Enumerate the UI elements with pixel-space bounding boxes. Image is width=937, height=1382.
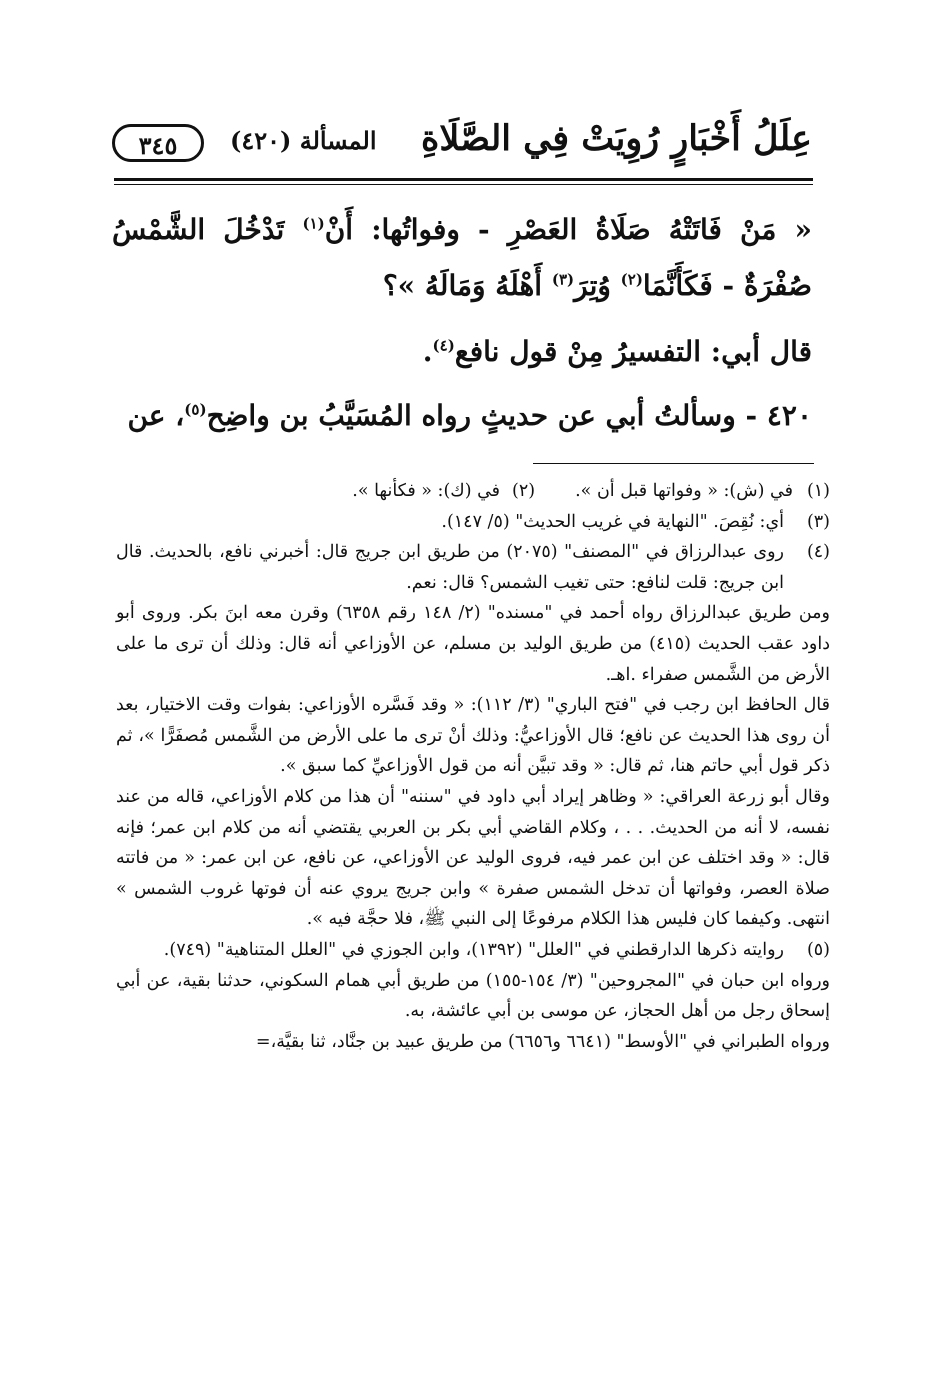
footnote-text: ورواه ابن حبان في "المجروحين" (٣/ ١٥٤-١٥٥) من طريق أبي همام السكوني، حدثنا بقية، عن أبي إسحاق رجل من أهل الحجاز، عن موسى بن أبي عائشة، به. bbox=[116, 970, 831, 1022]
footnote-text: في (ك): « فكأنها ». bbox=[352, 481, 501, 501]
text-segment: وُتِرَ bbox=[574, 269, 621, 302]
footnote-3 bbox=[116, 507, 830, 538]
footnote-number: (٢) bbox=[512, 481, 536, 501]
footnote-4 bbox=[116, 537, 830, 935]
text-segment: أَهْلَهُ وَمَالَهُ »؟ bbox=[382, 269, 552, 302]
footnote-number: (٤) bbox=[806, 542, 830, 563]
footnote-text: وقال أبو زرعة العراقي: « وظاهر إيراد أبي داود في "سننه" أن هذا من كلام الأوزاعي، قاله من عند نفسه، لا أنه من الحديث. . . ، وكلام القاضي أبي بكر بن العربي يقتضي أنه من كلام ابن عمر؛ فإنه قال: « وقد اختلف عن ابن عمر فيه، فروى الوليد عن الأوزاعي، عن نافع، عن ابن عمر: « من فاتته صلاة العصر، وفواتها أن تدخل الشمس صفرة » وابن جريج يروي عنه أن فوتها غروب الشمس » انتهى. وكيفما كان فليس هذا الكلام مرفوعًا إلى النبي ﷺ، فلا حجَّة فيه ». bbox=[116, 786, 830, 930]
footnotes bbox=[116, 476, 830, 1057]
footnote-1-2 bbox=[116, 476, 830, 507]
text-segment: ، عن bbox=[127, 399, 185, 432]
main-text bbox=[112, 202, 812, 444]
footnote-number: (١) bbox=[806, 481, 830, 501]
footnote-number: (٥) bbox=[806, 939, 830, 960]
text-segment: ٤٢٠ - وسألتُ أبي عن حديثٍ رواه المُسَيَّبُ بن واضِح bbox=[206, 399, 812, 432]
father-statement bbox=[112, 324, 812, 380]
footnote-text: ورواه الطبراني في "الأوسط" (٦٦٤١ و٦٦٥٦) من طريق عبيد بن جنَّاد، ثنا بقيَّة،= bbox=[255, 1031, 830, 1052]
footnote-separator bbox=[533, 463, 814, 464]
text-segment: قال أبي: التفسيرُ مِنْ قول نافع bbox=[454, 335, 812, 368]
header-rule-thin bbox=[114, 184, 813, 185]
footnote-ref: (١) bbox=[302, 214, 325, 233]
footnote-5 bbox=[116, 935, 830, 1057]
footnote-ref: (٢) bbox=[620, 270, 643, 289]
hadith-quote bbox=[112, 202, 812, 314]
book-title: عِلَلُ أَخْبَارٍ رُوِيَتْ فِي الصَّلَاةِ bbox=[421, 118, 812, 159]
footnote-ref: (٥) bbox=[184, 400, 207, 419]
footnote-text: ومن طريق عبدالرزاق رواه أحمد في "مسنده" (٢/ ١٤٨ رقم ٦٣٥٨) وقرن معه ابنَ بكر. وروى أبو داود عقب الحديث (٤١٥) من طريق الوليد بن مسلم، عن الأوزاعي أنه قال: وذلك أن ترى ما على الأرض من الشَّمس صفراء .اهـ. bbox=[116, 603, 830, 685]
issue-420-paragraph bbox=[112, 388, 812, 444]
footnote-text: روايته ذكرها الدارقطني في "العلل" (١٣٩٢)، وابن الجوزي في "العلل المتناهية" (٧٤٩). bbox=[163, 939, 784, 960]
page-header bbox=[112, 118, 812, 174]
text-segment: . bbox=[422, 335, 433, 368]
footnote-text: أي: نُقِصَ. "النهاية في غريب الحديث" (٥/ ١٤٧). bbox=[441, 511, 784, 532]
footnote-number: (٣) bbox=[806, 511, 830, 532]
footnote-text: روى عبدالرزاق في "المصنف" (٢٠٧٥) من طريق ابن جريج قال: أخبرني نافع، بالحديث. قال ابن جريج: قلت لنافع: حتى تغيب الشمس؟ قال: نعم. bbox=[116, 542, 784, 593]
text-segment: تَدْخُلَ الشَّمْسُ صُفْرَةٌ - فَكَأَنَّمَا bbox=[112, 213, 812, 302]
footnote-ref: (٣) bbox=[551, 270, 575, 289]
text-segment: « مَنْ فَاتَتْهُ صَلَاةُ العَصْرِ - وفواتُها: أَنْ bbox=[324, 213, 812, 246]
footnote-ref: (٤) bbox=[432, 336, 455, 355]
issue-number: المسألة (٤٢٠) bbox=[230, 126, 377, 155]
footnote-text: في (ش): « وفواتها قبل أن ». bbox=[575, 481, 793, 501]
page-number-badge: ٣٤٥ bbox=[112, 124, 204, 162]
header-rule-thick bbox=[114, 178, 813, 181]
footnote-text: قال الحافظ ابن رجب في "فتح الباري" (٣/ ١١٢): « وقد فَسَّره الأوزاعي: بفوات وقت الاختيار، بعد أن روى هذا الحديث عن نافع؛ قال الأوزاعيُّ: وذلك أنْ ترى ما على الأرض من الشَّمس مُصفَرًّا »، ثم ذكر قول أبي حاتم هنا، ثم قال: « وقد تبيَّن أنه من قول الأوزاعيِّ كما سبق ». bbox=[116, 695, 830, 777]
